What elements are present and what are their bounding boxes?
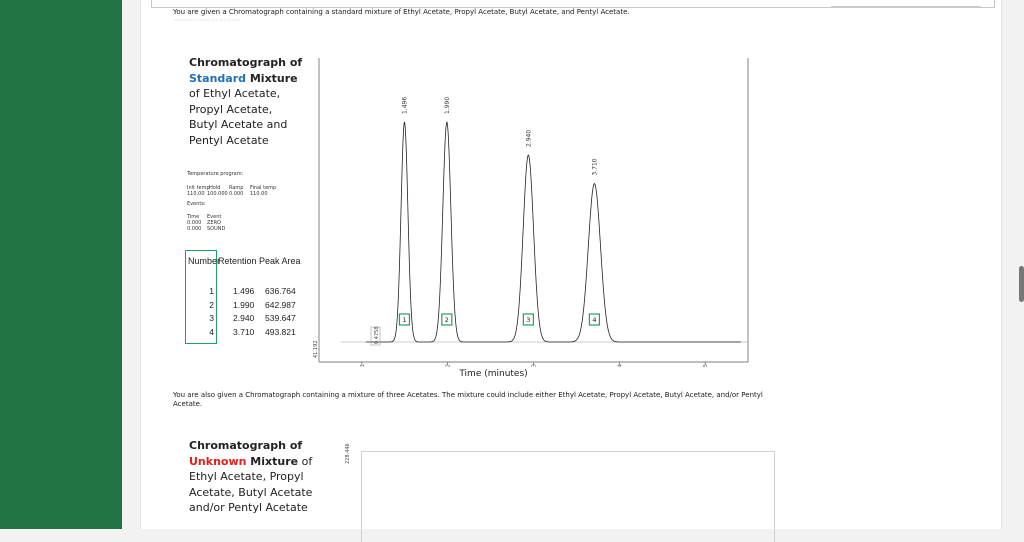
standard-title-line-5: Butyl Acetate and <box>189 118 288 131</box>
peak-header-area: Peak Area <box>259 256 301 266</box>
unknown-mixture-word: Mixture <box>246 454 299 468</box>
unknown-title-line-1: Chromatograph of <box>189 439 303 452</box>
event-col-event: Event <box>207 214 222 220</box>
question-line-2b: Acetate. <box>173 400 203 408</box>
temp-col-init: Init temp <box>187 185 210 191</box>
peak-area-1: 636.764 <box>265 286 296 296</box>
peak-number-3: 3 <box>209 313 214 323</box>
unknown-chart-title <box>189 438 312 516</box>
x-tick-label-1: 1 <box>359 364 366 368</box>
signal-trace <box>366 122 741 342</box>
peak-marker-2: 2 <box>444 316 449 324</box>
peak-retention-3: 2.940 <box>233 313 255 323</box>
unknown-title-line-4: Acetate, Butyl Acetate <box>189 485 313 499</box>
peak-retention-2: 1.990 <box>233 299 255 310</box>
events-heading: Events: <box>187 201 206 207</box>
peak-retention-4: 3.710 <box>233 326 255 337</box>
question-line-2 <box>173 391 813 409</box>
peak-retention-1: 1.496 <box>233 286 255 296</box>
peak-label-2: 1.990 <box>443 96 451 114</box>
peak-number-4: 4 <box>209 326 214 337</box>
temp-val-init: 110.00 <box>187 191 205 197</box>
temp-val-ramp: 0.000 <box>229 191 244 197</box>
temp-program-heading: Temperature program: <box>187 171 244 177</box>
peak-label-3: 2.940 <box>525 129 533 147</box>
peak-header-number: Number <box>188 256 221 266</box>
temp-val-hold: 100.000 <box>207 191 228 197</box>
peak-label-1: 1.496 <box>401 96 409 114</box>
standard-title-line-1: Chromatograph of <box>189 56 303 69</box>
temp-val-final: 110.00 <box>250 191 268 197</box>
document-page <box>140 0 1002 529</box>
x-tick-label-2: 2 <box>445 364 452 368</box>
left-side-bar <box>0 0 122 529</box>
solvent-peak-label: 0.4758 <box>374 326 380 344</box>
temp-col-hold: Hold <box>209 185 221 191</box>
peak-area-2: 642.987 <box>265 299 296 310</box>
standard-word: Standard <box>189 71 247 85</box>
peak-number-2: 2 <box>209 299 214 310</box>
x-tick-label-5: 5 <box>703 364 710 368</box>
chart-layer <box>313 58 748 379</box>
unknown-title-line-3: Ethyl Acetate, Propyl <box>189 470 304 483</box>
event-name-2: SOUND <box>207 226 226 232</box>
event-time-1: 0.000 <box>187 220 202 226</box>
unknown-side-label: 228.446 <box>345 443 351 464</box>
unknown-chart-frame <box>361 451 775 542</box>
event-name-1: ZERO <box>207 220 221 226</box>
faint-watermark: ~~~~~~~~~~~~~~~~ <box>173 18 241 24</box>
unknown-of-word: of <box>298 454 313 468</box>
peak-marker-4: 4 <box>592 316 597 324</box>
standard-title-line-4: Propyl Acetate, <box>189 102 273 116</box>
peak-header-retention: Retention <box>218 256 257 266</box>
peak-number-1: 1 <box>209 286 214 296</box>
question-line-1: You are given a Chromatograph containing a standard mixture of Ethyl Acetate, Propyl Acetate, Butyl Acetate, and Pentyl Acetate. <box>173 8 630 16</box>
question-line-2a: You are also given a Chromatograph containing a mixture of three Acetates. The mixture could include either Ethyl Acetate, Propyl Acetate, Butyl Acetate, and/or Pentyl <box>173 391 763 399</box>
scrollbar-thumb[interactable] <box>1019 266 1024 302</box>
x-tick-label-3: 3 <box>531 364 538 368</box>
event-time-2: 0.000 <box>187 226 202 232</box>
x-tick-label-4: 4 <box>617 364 624 368</box>
event-col-time: Time <box>187 214 200 220</box>
peak-marker-3: 3 <box>526 316 531 324</box>
temp-col-final: Final temp <box>250 185 277 191</box>
baseline-value-label: 41.192 <box>313 340 319 358</box>
standard-title-line-3: of Ethyl Acetate, <box>189 87 281 100</box>
peak-area-4: 493.821 <box>265 326 296 337</box>
mixture-word: Mixture <box>246 71 298 85</box>
peak-label-4: 3.710 <box>591 158 599 176</box>
unknown-title-line-2 <box>189 454 312 470</box>
unknown-title-line-5: and/or Pentyl Acetate <box>189 501 308 514</box>
peak-marker-1: 1 <box>402 316 407 324</box>
standard-title-line-6: Pentyl Acetate <box>189 133 269 147</box>
x-axis-title: Time (minutes) <box>459 369 528 379</box>
peak-area-3: 539.647 <box>265 313 296 323</box>
temp-col-ramp: Ramp <box>229 185 244 191</box>
unknown-word: Unknown <box>189 454 247 468</box>
